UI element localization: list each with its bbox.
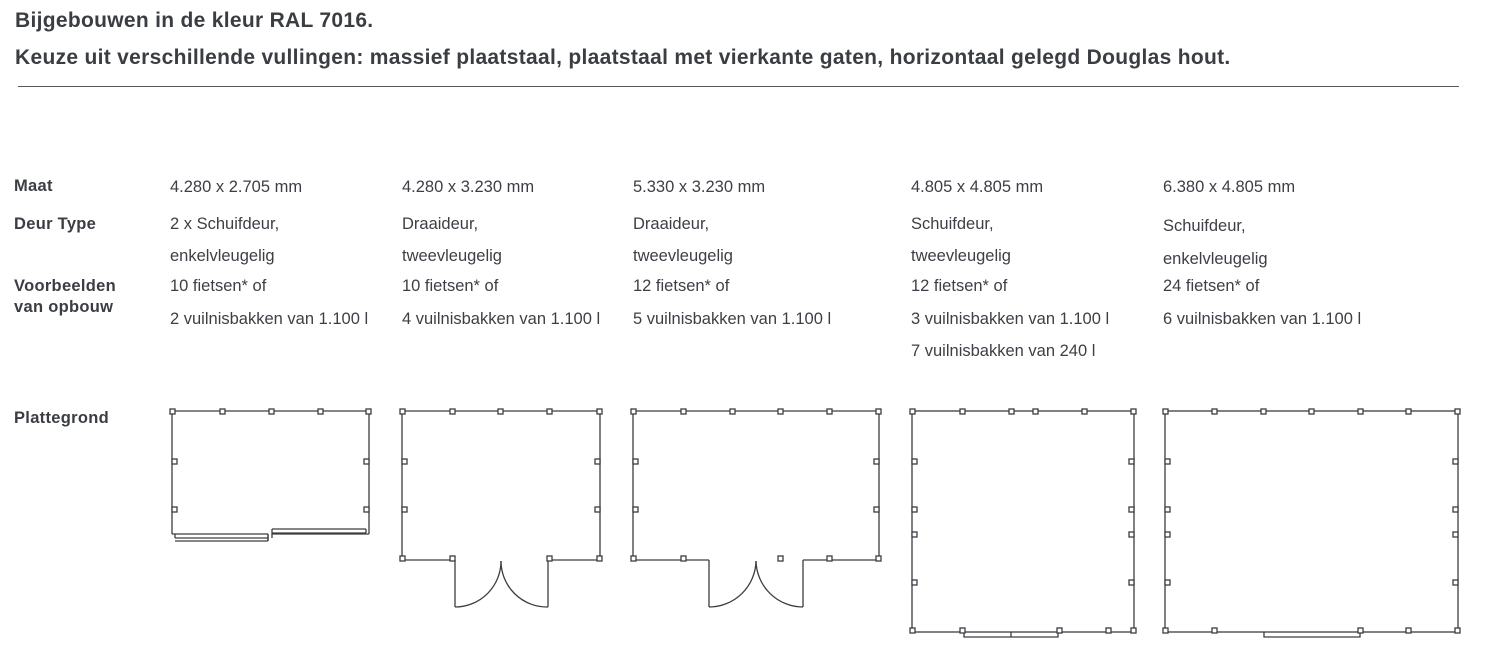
floor-plan-2 bbox=[400, 409, 602, 607]
col3-maat: 5.330 x 3.230 mm bbox=[633, 178, 766, 196]
floor-plan-3 bbox=[631, 409, 881, 607]
col5-voorbeeld-line2: 6 vuilnisbakken van 1.100 l bbox=[1163, 310, 1362, 328]
col4-voorbeeld-line3: 7 vuilnisbakken van 240 l bbox=[911, 342, 1096, 360]
col4-voorbeeld-line2: 3 vuilnisbakken van 1.100 l bbox=[911, 310, 1110, 328]
col5-deur-line1: Schuifdeur, bbox=[1163, 217, 1246, 235]
label-deur-type: Deur Type bbox=[14, 215, 97, 233]
col2-deur-line2: tweevleugelig bbox=[402, 247, 502, 265]
label-voorbeelden: Voorbeelden bbox=[14, 277, 117, 295]
label-van-opbouw: van opbouw bbox=[14, 298, 114, 316]
col3-voorbeeld-line1: 12 fietsen* of bbox=[633, 277, 730, 295]
col1-deur-line2: enkelvleugelig bbox=[170, 247, 275, 265]
col5-maat: 6.380 x 4.805 mm bbox=[1163, 178, 1296, 196]
floor-plan-5 bbox=[1163, 409, 1460, 637]
label-plattegrond: Plattegrond bbox=[14, 409, 109, 427]
page-subtitle: Keuze uit verschillende vullingen: massief plaatstaal, plaatstaal met vierkante gaten, horizontaal gelegd Douglas hout. bbox=[15, 46, 1231, 69]
col1-deur-line1: 2 x Schuifdeur, bbox=[170, 215, 280, 233]
col3-deur-line2: tweevleugelig bbox=[633, 247, 733, 265]
col5-deur-line2: enkelvleugelig bbox=[1163, 250, 1268, 268]
col2-maat: 4.280 x 3.230 mm bbox=[402, 178, 535, 196]
col3-deur-line1: Draaideur, bbox=[633, 215, 710, 233]
col3-voorbeeld-line2: 5 vuilnisbakken van 1.100 l bbox=[633, 310, 832, 328]
col1-maat: 4.280 x 2.705 mm bbox=[170, 178, 303, 196]
page-title: Bijgebouwen in de kleur RAL 7016. bbox=[15, 9, 374, 32]
col2-deur-line1: Draaideur, bbox=[402, 215, 479, 233]
floor-plan-1 bbox=[170, 409, 371, 541]
col4-voorbeeld-line1: 12 fietsen* of bbox=[911, 277, 1008, 295]
col4-deur-line1: Schuifdeur, bbox=[911, 215, 994, 233]
col4-deur-line2: tweevleugelig bbox=[911, 247, 1011, 265]
col2-voorbeeld-line1: 10 fietsen* of bbox=[402, 277, 499, 295]
col1-voorbeeld-line1: 10 fietsen* of bbox=[170, 277, 267, 295]
col1-voorbeeld-line2: 2 vuilnisbakken van 1.100 l bbox=[170, 310, 369, 328]
col5-voorbeeld-line1: 24 fietsen* of bbox=[1163, 277, 1260, 295]
col4-maat: 4.805 x 4.805 mm bbox=[911, 178, 1044, 196]
floor-plan-4 bbox=[910, 409, 1136, 637]
label-maat: Maat bbox=[14, 177, 53, 195]
col2-voorbeeld-line2: 4 vuilnisbakken van 1.100 l bbox=[402, 310, 601, 328]
